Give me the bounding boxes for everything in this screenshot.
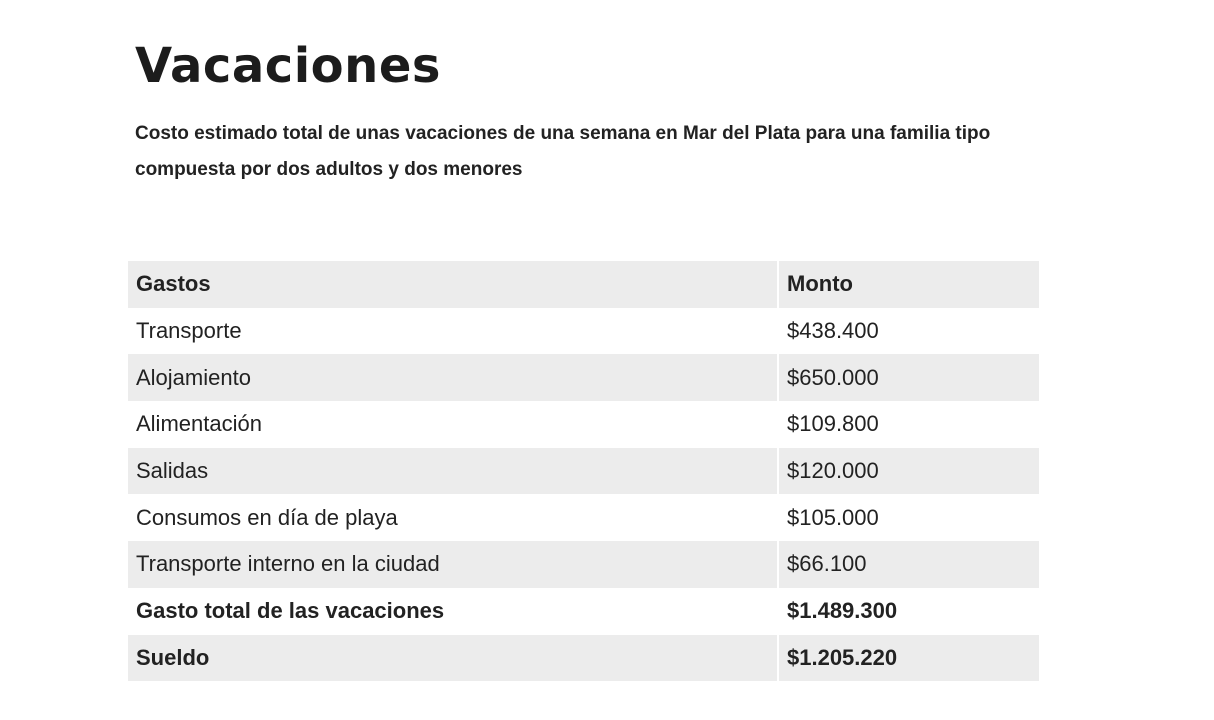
page-subtitle: Costo estimado total de unas vacaciones de una semana en Mar del Plata para una familia tipo compuesta por dos adultos y dos menores — [135, 123, 991, 180]
expense-name-cell: Consumos en día de playa — [128, 494, 778, 541]
expense-amount-cell: $438.400 — [778, 308, 1039, 355]
expense-amount-cell: $1.205.220 — [778, 635, 1039, 682]
table-row — [128, 635, 1039, 682]
expense-amount-cell: $1.489.300 — [778, 588, 1039, 635]
expense-name-cell: Sueldo — [128, 635, 778, 682]
expense-name-cell: Transporte interno en la ciudad — [128, 541, 778, 588]
table-row — [128, 494, 1039, 541]
table-row — [128, 354, 1039, 401]
expense-name-cell: Gasto total de las vacaciones — [128, 588, 778, 635]
expense-name-cell: Alimentación — [128, 401, 778, 448]
expense-name-cell: Transporte — [128, 308, 778, 355]
header-monto: Monto — [778, 261, 1039, 308]
table-header — [128, 261, 1039, 308]
table-row — [128, 541, 1039, 588]
expense-amount-cell: $120.000 — [778, 448, 1039, 495]
expense-name-cell: Alojamiento — [128, 354, 778, 401]
expenses-table — [128, 261, 1039, 681]
table-row — [128, 401, 1039, 448]
expense-name-cell: Salidas — [128, 448, 778, 495]
expense-amount-cell: $105.000 — [778, 494, 1039, 541]
header-gastos: Gastos — [128, 261, 778, 308]
page-title: Vacaciones — [135, 38, 441, 94]
table-row — [128, 448, 1039, 495]
expense-amount-cell: $66.100 — [778, 541, 1039, 588]
expense-amount-cell: $109.800 — [778, 401, 1039, 448]
table-row — [128, 588, 1039, 635]
table-body — [128, 308, 1039, 682]
expense-amount-cell: $650.000 — [778, 354, 1039, 401]
table-header-row — [128, 261, 1039, 308]
table-row — [128, 308, 1039, 355]
